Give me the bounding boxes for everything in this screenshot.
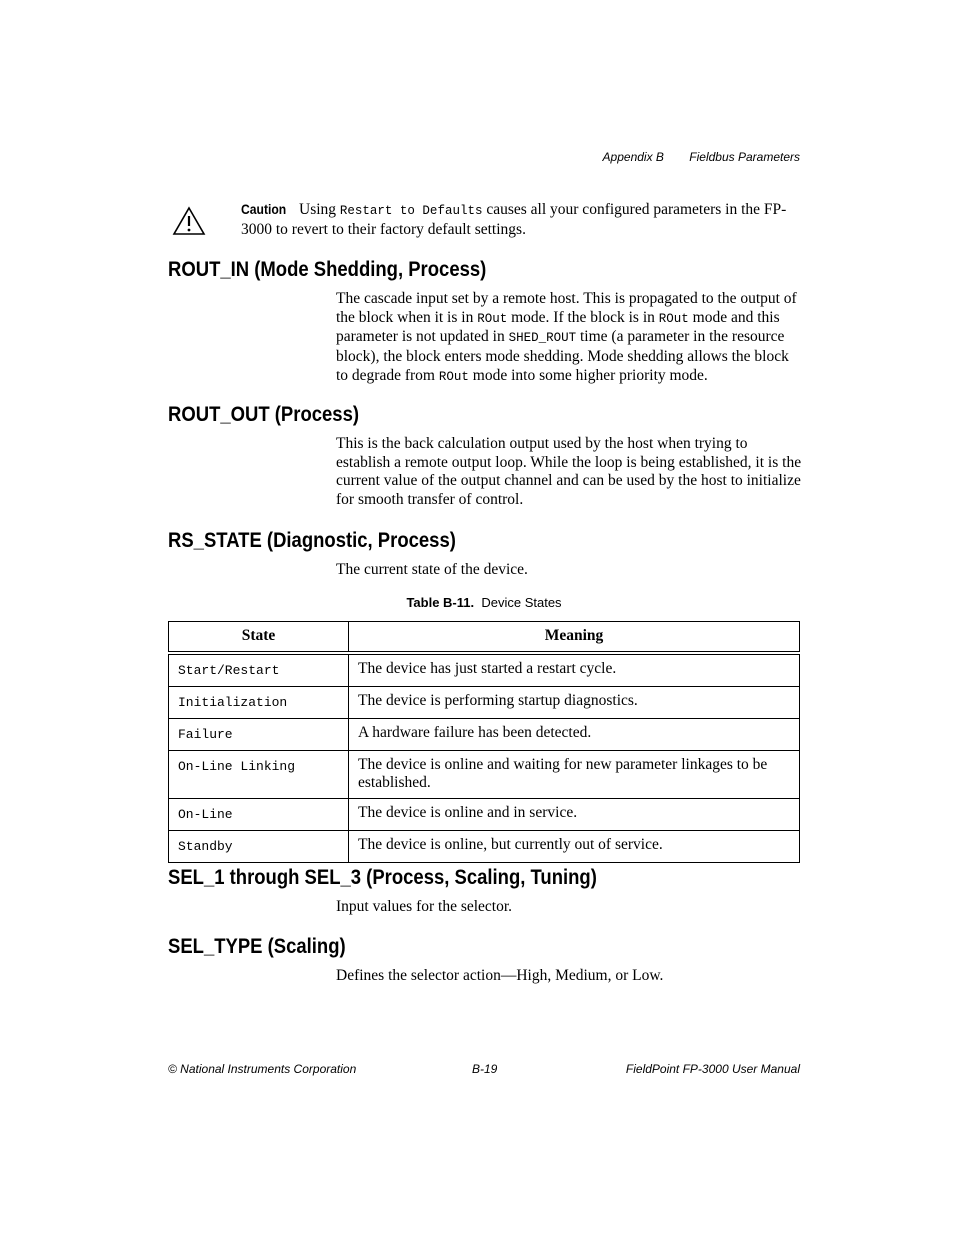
state-cell: Standby: [169, 831, 349, 863]
state-cell: Start/Restart: [169, 653, 349, 687]
heading-rs-state: RS_STATE (Diagnostic, Process): [168, 529, 456, 552]
rout-in-code-1: ROut: [477, 311, 508, 326]
caution-icon: [172, 206, 206, 236]
meaning-cell: The device is online, but currently out of service.: [349, 831, 800, 863]
state-cell: On-Line: [169, 799, 349, 831]
footer-page-number: B-19: [472, 1062, 498, 1076]
table-row: [169, 719, 800, 751]
table-row: [169, 687, 800, 719]
table-caption-title: Device States: [481, 595, 562, 610]
table-caption-label: Table B-11.: [406, 595, 475, 610]
meaning-cell: The device has just started a restart cycle.: [349, 653, 800, 687]
meaning-cell: The device is performing startup diagnostics.: [349, 687, 800, 719]
meaning-cell: The device is online and in service.: [349, 799, 800, 831]
table-caption: [168, 595, 800, 610]
rout-in-text-1: The cascade input set by a remote host. This is propagated to the output of the block when it is in: [336, 290, 797, 326]
rout-in-text-5: mode into some higher priority mode.: [468, 366, 708, 384]
rout-in-text-2: mode. If the block is in: [507, 308, 659, 326]
rout-in-text-3: mode and this parameter is not updated in: [336, 308, 780, 346]
table-row: [169, 751, 800, 799]
heading-sel-1: SEL_1 through SEL_3 (Process, Scaling, Tuning): [168, 866, 597, 889]
sel-1-description: Input values for the selector.: [336, 898, 513, 915]
header-appendix: Appendix B: [602, 150, 664, 164]
table-row: [169, 831, 800, 863]
rout-in-code-4: ROut: [438, 369, 469, 384]
table-row: [169, 799, 800, 831]
device-states-table: [168, 621, 800, 863]
column-header-state: State: [169, 622, 349, 654]
rout-in-text-4: time (a parameter in the resource block), the block enters mode shedding. Mode shedding allows the block to degrade from: [336, 328, 789, 384]
rout-in-description: [336, 290, 802, 387]
heading-rout-in: ROUT_IN (Mode Shedding, Process): [168, 258, 487, 281]
header-section: Fieldbus Parameters: [689, 150, 800, 164]
caution-text-before: Using: [299, 201, 340, 218]
state-cell: On-Line Linking: [169, 751, 349, 799]
rout-out-description: This is the back calculation output used by the host when trying to establish a remote output loop. While the loop is being established, it is the current value of the output channel and can be used by the host to initialize for smooth transfer of control.: [336, 435, 802, 509]
caution-code: Restart to Defaults: [339, 204, 483, 218]
caution-text-after: causes all your configured parameters in the FP-3000 to revert to their factory default settings.: [241, 201, 787, 238]
sel-type-description: Defines the selector action—High, Medium, or Low.: [336, 967, 664, 984]
state-cell: Failure: [169, 719, 349, 751]
state-cell: Initialization: [169, 687, 349, 719]
footer-copyright: © National Instruments Corporation: [168, 1062, 357, 1076]
caution-label: Caution: [241, 202, 287, 217]
rout-in-code-2: ROut: [658, 311, 689, 326]
table-header-row: [169, 622, 800, 654]
column-header-meaning: Meaning: [349, 622, 800, 654]
rout-in-code-3: SHED_ROUT: [508, 331, 577, 346]
rs-state-description: The current state of the device.: [336, 561, 528, 578]
table-row: [169, 653, 800, 687]
heading-rout-out: ROUT_OUT (Process): [168, 403, 360, 426]
running-header: [603, 150, 800, 164]
meaning-cell: A hardware failure has been detected.: [349, 719, 800, 751]
footer-manual-title: FieldPoint FP-3000 User Manual: [625, 1062, 800, 1076]
meaning-cell: The device is online and waiting for new parameter linkages to be established.: [349, 751, 800, 799]
heading-sel-type: SEL_TYPE (Scaling): [168, 935, 346, 958]
caution-text: [241, 201, 801, 239]
